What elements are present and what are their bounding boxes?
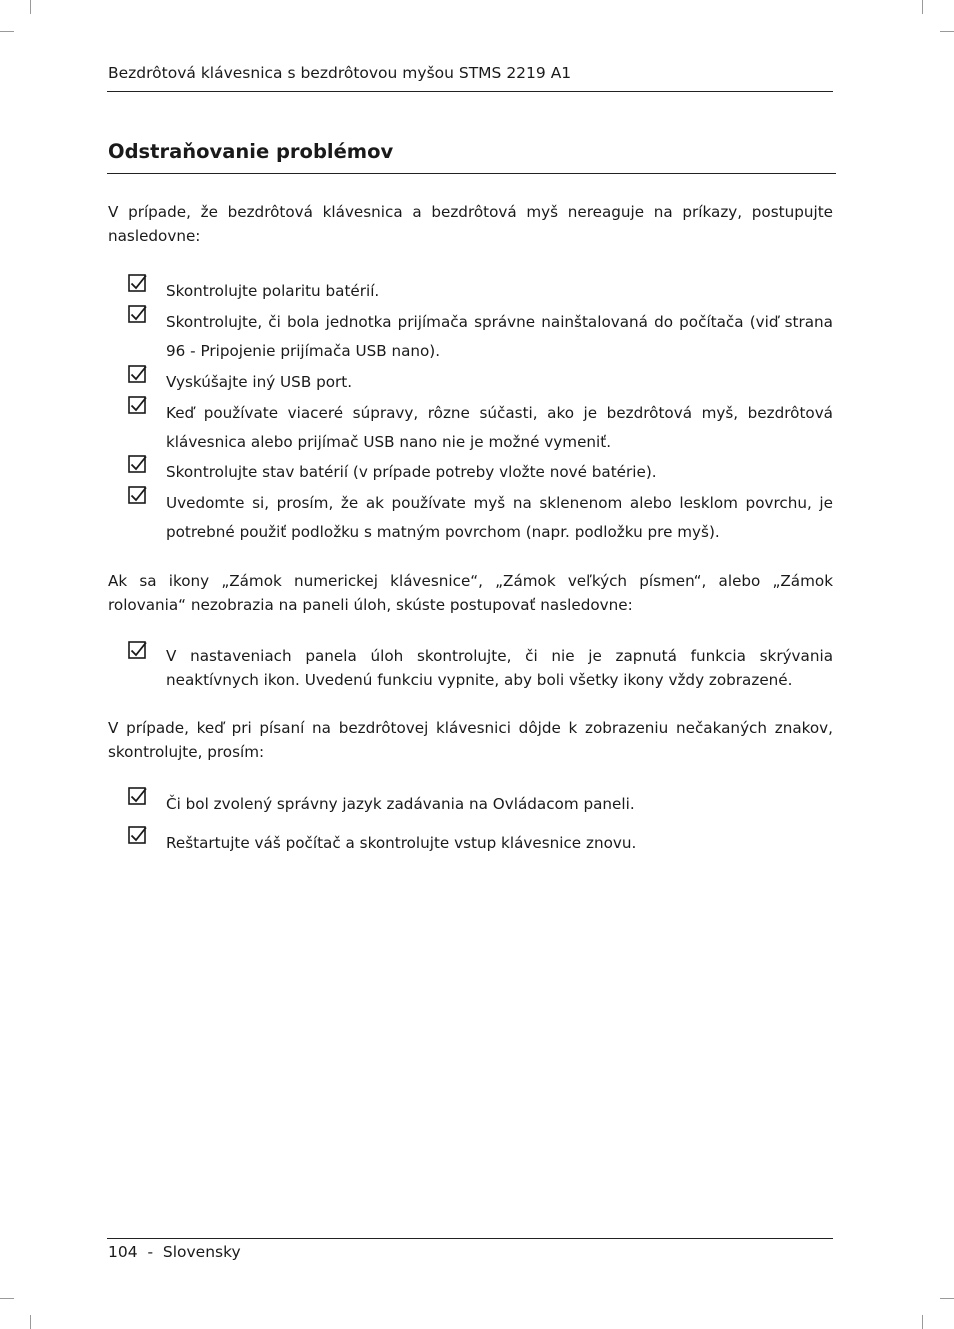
crop-mark — [940, 31, 954, 32]
page-footer: 104 - Slovensky — [108, 1243, 241, 1261]
running-header: Bezdrôtová klávesnica s bezdrôtovou myšou STMS 2219 A1 — [108, 64, 572, 82]
list-item — [128, 489, 833, 547]
checkbox-checked-icon — [128, 826, 148, 846]
list-item — [128, 458, 833, 487]
list-item-text: Keď používate viaceré súpravy, rôzne súčasti, ako je bezdrôtová myš, bezdrôtová klávesnica alebo prijímač USB nano nie je možné vymeniť. — [166, 404, 833, 451]
list-item — [128, 308, 833, 366]
list-item-text: Skontrolujte, či bola jednotka prijímača správne nainštalovaná do počítača (viď strana 96 - Pripojenie prijímača USB nano). — [166, 313, 833, 360]
checkbox-checked-icon — [128, 396, 148, 416]
list-item-text: Reštartujte váš počítač a skontrolujte vstup klávesnice znovu. — [166, 834, 637, 852]
list-item-text: Či bol zvolený správny jazyk zadávania na Ovládacom paneli. — [166, 795, 635, 813]
list-item — [128, 368, 833, 397]
list-item-text: Skontrolujte stav batérií (v prípade potreby vložte nové batérie). — [166, 463, 657, 481]
checkbox-checked-icon — [128, 787, 148, 807]
checkbox-checked-icon — [128, 486, 148, 506]
crop-mark — [30, 0, 31, 14]
crop-mark — [922, 1315, 923, 1329]
checkbox-checked-icon — [128, 641, 148, 661]
characters-paragraph: V prípade, keď pri písaní na bezdrôtovej klávesnici dôjde k zobrazeniu nečakaných znakov, skontrolujte, prosím: — [108, 719, 833, 761]
list-item-text: Vyskúšajte iný USB port. — [166, 373, 353, 391]
checkbox-checked-icon — [128, 365, 148, 385]
checkbox-checked-icon — [128, 305, 148, 325]
title-divider — [107, 173, 836, 174]
list-item — [128, 829, 833, 858]
crop-mark — [0, 31, 14, 32]
footer-divider — [107, 1238, 833, 1239]
crop-mark — [922, 0, 923, 14]
list-item-text: Skontrolujte polaritu batérií. — [166, 282, 380, 300]
list-item — [128, 790, 833, 819]
list-item-text: V nastaveniach panela úloh skontrolujte, či nie je zapnutá funkcia skrývania neaktívnych ikon. Uvedenú funkciu vypnite, aby boli všetky ikony vždy zobrazené. — [166, 647, 833, 689]
crop-mark — [940, 1298, 954, 1299]
intro-paragraph: V prípade, že bezdrôtová klávesnica a bezdrôtová myš nereaguje na príkazy, postupujte nasledovne: — [108, 203, 833, 245]
header-divider — [107, 91, 833, 92]
crop-mark — [0, 1298, 14, 1299]
icons-paragraph: Ak sa ikony „Zámok numerickej klávesnice“, „Zámok veľkých písmen“, alebo „Zámok rolovania“ nezobrazia na paneli úloh, skúste postupovať nasledovne: — [108, 572, 833, 614]
checkbox-checked-icon — [128, 274, 148, 294]
crop-mark — [30, 1315, 31, 1329]
checkbox-checked-icon — [128, 455, 148, 475]
list-item — [128, 399, 833, 457]
list-item-text: Uvedomte si, prosím, že ak používate myš na sklenenom alebo lesklom povrchu, je potrebné použiť podložku s matným povrchom (napr. podložku pre myš). — [166, 494, 833, 541]
section-title: Odstraňovanie problémov — [108, 140, 394, 163]
list-item — [128, 644, 833, 692]
list-item — [128, 277, 833, 306]
